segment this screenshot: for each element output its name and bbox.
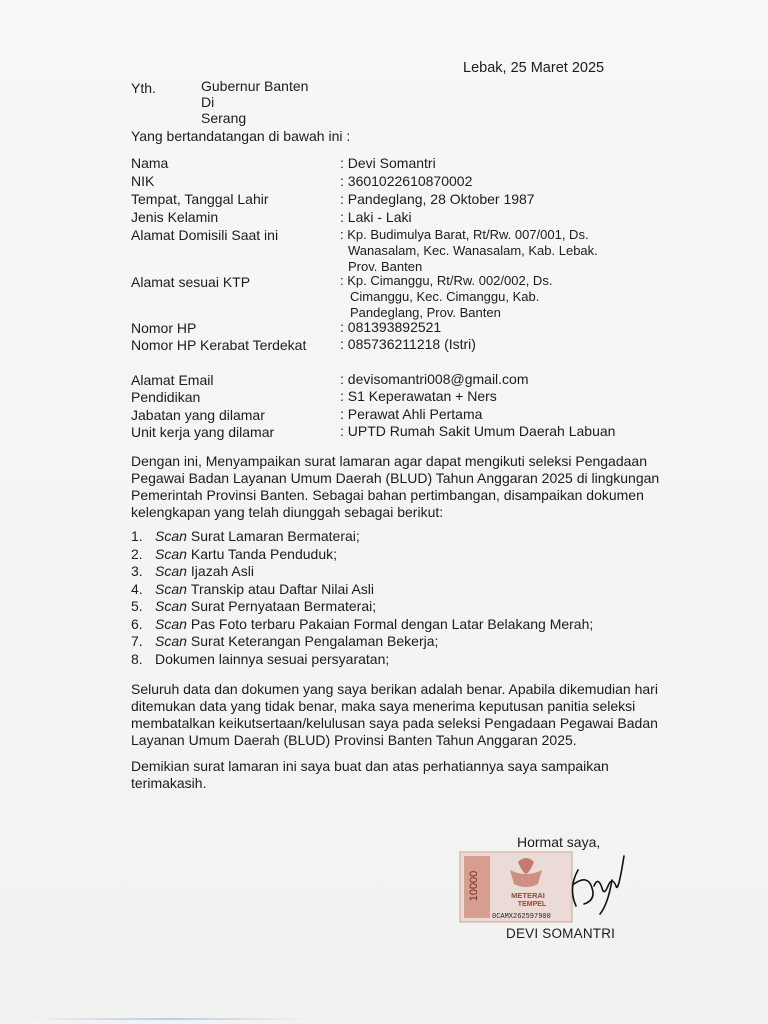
list-number: 4.: [131, 580, 143, 597]
field-label: Tempat, Tanggal Lahir: [131, 191, 269, 207]
list-item: [131, 528, 651, 546]
recipient-line: Di: [201, 94, 215, 110]
field-value: : Kp. Budimulya Barat, Rt/Rw. 007/001, Ds.: [340, 227, 589, 242]
field-label: Alamat Domisili Saat ini: [131, 227, 279, 243]
scan-edge: [30, 1018, 310, 1020]
paragraph-line: Layanan Umum Daerah (BLUD) Provinsi Banten Tahun Anggaran 2025.: [131, 732, 577, 748]
list-number: 6.: [131, 615, 143, 632]
field-label: Nama: [131, 155, 169, 171]
field-value: : Perawat Ahli Pertama: [340, 406, 483, 422]
field-value: : S1 Keperawatan + Ners: [340, 388, 497, 404]
list-item: [131, 598, 651, 616]
paragraph-line: Seluruh data dan dokumen yang saya berikan adalah benar. Apabila dikemudian hari: [131, 681, 658, 697]
field-value: Cimanggu, Kec. Cimanggu, Kab.: [350, 289, 540, 304]
field-value: Pandeglang, Prov. Banten: [350, 305, 501, 320]
list-text: Surat Pernyataan Bermaterai;: [190, 598, 377, 614]
field-value: Prov. Banten: [348, 259, 423, 274]
paragraph-line: kelengkapan yang telah diunggah sebagai berikut:: [131, 504, 444, 520]
list-item: [131, 546, 651, 564]
recipient-label: Yth.: [131, 80, 156, 96]
list-text: Surat Lamaran Bermaterai;: [190, 528, 360, 544]
document-list: [131, 528, 651, 668]
field-value: : Laki - Laki: [340, 209, 412, 225]
field-label: Alamat Email: [131, 372, 214, 388]
list-text: Dokumen lainnya sesuai persyaratan;: [155, 650, 390, 667]
list-item: [131, 563, 651, 581]
stamp-value: 10000: [468, 870, 480, 902]
field-label: Jabatan yang dilamar: [131, 407, 265, 423]
body-paragraph: [131, 681, 671, 749]
recipient-line: Serang: [201, 110, 247, 126]
scan-label: Scan: [155, 633, 187, 649]
scan-label: Scan: [155, 598, 187, 614]
list-text: Surat Keterangan Pengalaman Bekerja;: [190, 633, 439, 649]
field-value: : 081393892521: [340, 319, 442, 335]
scan-label: Scan: [155, 528, 187, 544]
list-number: 1.: [131, 528, 143, 544]
paragraph-line: membatalkan keikutsertaan/kelulusan saya pada seleksi Pengadaan Pegawai Badan: [131, 715, 658, 731]
paragraph-line: ditemukan data yang tidak benar, maka saya menerima keputusan panitia seleksi: [131, 698, 636, 714]
list-number: 8.: [131, 650, 143, 667]
list-item: [131, 633, 651, 651]
field-value: Wanasalam, Kec. Wanasalam, Kab. Lebak.: [348, 243, 598, 258]
list-item: [131, 651, 651, 669]
list-text: Ijazah Asli: [190, 563, 254, 579]
list-number: 5.: [131, 598, 143, 614]
scan-label: Scan: [155, 615, 187, 632]
signature-icon: [556, 850, 634, 920]
field-value: : Kp. Cimanggu, Rt/Rw. 002/002, Ds.: [340, 273, 553, 288]
field-value: : devisomantri008@gmail.com: [340, 371, 529, 387]
field-label: Pendidikan: [131, 389, 201, 405]
list-number: 7.: [131, 633, 143, 649]
paragraph-line: Dengan ini, Menyampaikan surat lamaran agar dapat mengikuti seleksi Pengadaan: [131, 453, 647, 469]
list-text: Transkip atau Daftar Nilai Asli: [190, 580, 375, 597]
stamp-text-bottom: TEMPEL: [517, 901, 547, 908]
paragraph-line: Pemerintah Provinsi Banten. Sebagai bahan pertimbangan, disampaikan dokumen: [131, 487, 644, 503]
scan-label: Scan: [155, 580, 187, 597]
field-value: : 085736211218 (Istri): [340, 336, 476, 352]
scan-label: Scan: [155, 563, 187, 579]
paragraph-line: Pegawai Badan Layanan Umum Daerah (BLUD) Tahun Anggaran 2025 di lingkungan: [131, 470, 660, 486]
body-paragraph: [131, 453, 671, 521]
field-label: Alamat sesuai KTP: [131, 274, 251, 290]
field-value: : Devi Somantri: [340, 155, 436, 171]
list-text: Pas Foto terbaru Pakaian Formal dengan Latar Belakang Merah;: [190, 615, 594, 632]
field-label: Jenis Kelamin: [131, 209, 219, 225]
list-text: Kartu Tanda Penduduk;: [190, 545, 337, 562]
signer-name: DEVI SOMANTRI: [506, 926, 616, 941]
field-value: : Pandeglang, 28 Oktober 1987: [340, 191, 535, 207]
body-paragraph: [131, 758, 671, 792]
list-number: 2.: [131, 545, 143, 562]
paragraph-line: Demikian surat lamaran ini saya buat dan atas perhatiannya saya sampaikan: [131, 758, 609, 774]
intro-text: Yang bertandatangan di bawah ini :: [131, 128, 351, 144]
field-label: NIK: [131, 173, 155, 189]
recipient-line: Gubernur Banten: [201, 78, 309, 94]
list-item: [131, 616, 651, 634]
field-label: Unit kerja yang dilamar: [131, 424, 275, 440]
scan-label: Scan: [155, 545, 187, 562]
field-label: Nomor HP Kerabat Terdekat: [131, 337, 307, 353]
field-value: : UPTD Rumah Sakit Umum Daerah Labuan: [340, 423, 616, 439]
list-number: 3.: [131, 563, 143, 579]
list-item: [131, 581, 651, 599]
stamp-text-top: METERAI: [511, 891, 545, 900]
closing-text: Hormat saya,: [517, 834, 601, 850]
stamp-serial: 0CAMX262597900: [492, 913, 551, 921]
field-label: Nomor HP: [131, 320, 197, 336]
letter-date: Lebak, 25 Maret 2025: [463, 60, 605, 76]
paragraph-line: terimakasih.: [131, 775, 207, 791]
field-value: : 3601022610870002: [340, 173, 473, 189]
